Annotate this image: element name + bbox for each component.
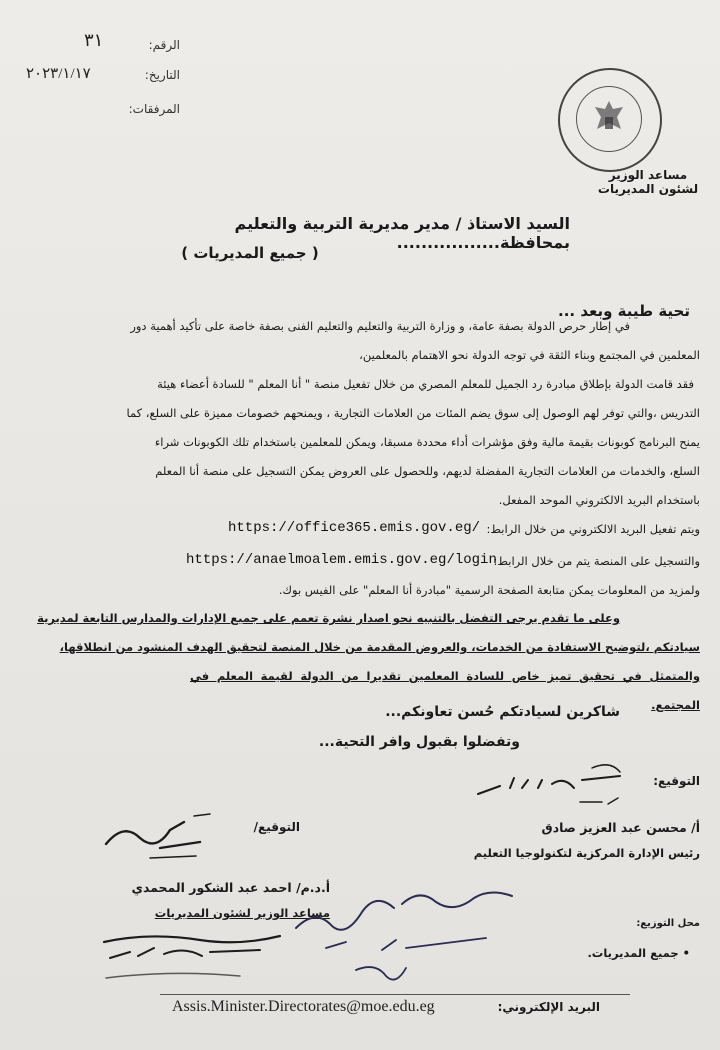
activate-email-label: ويتم تفعيل البريد الالكتروني من خلال الرابط: — [486, 522, 700, 536]
signature-right-label: التوقيع: — [653, 774, 700, 788]
attachments-label: المرفقات: — [128, 102, 180, 116]
attachments-row — [40, 100, 180, 122]
thanks-line: شاكرين لسيادتكم حُسن تعاونكم... — [385, 704, 620, 720]
regards-line: وتفضلوا بقبول وافر التحية... — [318, 734, 520, 750]
activate-email-row — [200, 518, 700, 544]
signature-left-title: مساعد الوزير لشئون المديريات — [154, 906, 330, 920]
seal-eagle-emblem — [576, 86, 642, 152]
paragraph-2-line-1: فقد قامت الدولة بإطلاق مبادرة رد الجميل للمعلم المصري من خلال تفعيل منصة " أنا المعلم " للسادة أعضاء هيئة — [157, 377, 694, 391]
register-row — [170, 550, 700, 576]
number-value: ٣١ — [84, 30, 104, 50]
greeting: تحية طيبة وبعد ... — [558, 302, 690, 320]
ministry-seal — [558, 68, 662, 172]
signature-right-title: رئيس الإدارة المركزية لتكنولوجيا التعليم — [473, 846, 700, 860]
signature-stamp — [90, 922, 310, 992]
anaelmoalem-login-link[interactable]: https://anaelmoalem.emis.gov.eg/login — [186, 552, 497, 568]
body-paragraph-2 — [20, 370, 700, 515]
signature-left-name: أ.د.م/ احمد عبد الشكور المحمدي — [131, 880, 330, 895]
eagle-icon — [577, 87, 641, 151]
date-row — [20, 62, 180, 88]
paragraph-3-line-1: وعلى ما تقدم يرجى التفضل بالتنبيه نحو اصدار نشرة تعمم على جميع الإدارات والمدارس التابعة لمديرية — [37, 611, 620, 625]
distribution-item: • جميع المديريات. — [587, 946, 690, 960]
facebook-info-line: ولمزيد من المعلومات يمكن متابعة الصفحة الرسمية "مبادرة أنا المعلم" على الفيس بوك. — [278, 583, 700, 597]
number-label: الرقم: — [148, 38, 180, 52]
body-paragraph-3 — [20, 604, 700, 720]
date-value: ٢٠٢٣/١/١٧ — [26, 66, 91, 82]
seal-caption: مساعد الوزير لشئون المديريات — [597, 168, 699, 196]
signature-right-handwriting — [470, 758, 640, 818]
handwritten-referral-note — [286, 868, 526, 988]
paragraph-3-line-2: سيادتكم ،لتوضيح الاستفادة من الخدمات، والعروض المقدمة من خلال المنصة لتحقيق الهدف المنشود من انطلاقها، — [59, 640, 700, 654]
footer-rule — [160, 994, 630, 995]
footer-email-label: البريد الإلكتروني: — [497, 1000, 600, 1014]
paragraph-2-line-2: التدريس ،والتي توفر لهم الوصول إلى سوق يضم المئات من العلامات التجارية ، ويمنحهم خصومات مميزة على السلع، كما — [126, 406, 700, 420]
paragraph-2-line-4: السلع، والخدمات من العلامات التجارية المفضلة لديهم، وللحصول على العروض يمكن التسجيل على منصة أنا المعلم — [155, 464, 700, 478]
paragraph-1-line-1: في إطار حرص الدولة بصفة عامة، و وزارة التربية والتعليم والتعليم الفنى بصفة خاصة على تأكيد أهمية دور — [130, 319, 630, 333]
body-paragraph-1 — [20, 312, 700, 370]
addressee-line: السيد الاستاذ / مدير مديرية التربية والتعليم بمحافظة................. — [234, 214, 570, 252]
distribution-label: محل التوزيع: — [636, 918, 700, 929]
office365-link[interactable]: https://office365.emis.gov.eg/ — [228, 520, 481, 536]
footer-email-link[interactable]: Assis.Minister.Directorates@moe.edu.eg — [172, 998, 435, 1015]
date-label: التاريخ: — [144, 68, 180, 82]
register-label: والتسجيل على المنصة يتم من خلال الرابط: — [493, 554, 700, 568]
paragraph-2-line-3: يمنح البرنامج كوبونات بقيمة مالية وفق مؤشرات أداء محددة مسبقا، ويمكن للمعلمين باستخدام تلك الكوبونات شراء — [154, 435, 700, 449]
addressee-scope: ( جميع المديريات ) — [181, 244, 319, 262]
paragraph-1-line-2: المعلمين في المجتمع وبناء الثقة في توجه الدولة نحو الاهتمام بالمعلمين، — [359, 348, 700, 362]
signature-left-handwriting — [100, 808, 220, 868]
paragraph-2-line-5: باستخدام البريد الالكتروني الموحد المفعل. — [498, 493, 700, 507]
signature-right-name: أ/ محسن عبد العزيز صادق — [541, 820, 700, 835]
paragraph-3-line-3: والمتمثل في تحقيق تميز خاص للسادة المعلمين تقديرا من الدولة لقيمة المعلم في المجتمع. — [190, 669, 700, 712]
signature-left-label: التوقيع/ — [253, 820, 300, 834]
reference-number-row — [40, 30, 180, 56]
